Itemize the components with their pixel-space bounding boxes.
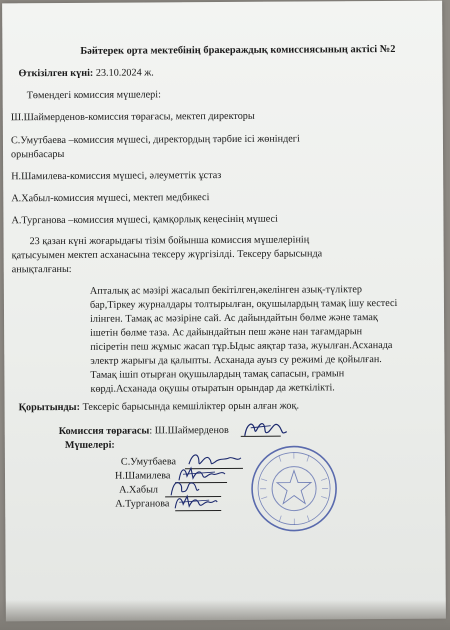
- findings-line-8: көрді.Асханада оқушы отыратын орындар да жеткілікті.: [90, 382, 335, 395]
- chair-signature: [241, 414, 291, 444]
- member-line-4: А.Хабыл-комиссия мүшесі, мектеп медбикесі: [11, 192, 210, 205]
- signer-4: А.Турганова: [115, 498, 170, 510]
- document-title: Бәйтерек орта мектебінің бракераждық комиссиясының актісі №2: [80, 43, 396, 57]
- signer-4-signature: [171, 490, 221, 512]
- chair-row: [59, 424, 229, 439]
- chair-name: : Ш.Шаймерденов: [149, 424, 229, 437]
- date-label: Өткізілген күні:: [18, 67, 94, 80]
- intro-line-1: 23 қазан күні жоғарыдағы тізім бойынша комиссия мүшелерінің: [29, 234, 310, 248]
- document-sheet: [2, 1, 446, 622]
- findings-line-6: электр жарығы да қалыпты. Асханада ауыз су режимі де қойылған.: [90, 354, 382, 367]
- member-line-3: Н.Шамилева-комиссия мүшесі, әлеуметтік ұстаз: [11, 170, 222, 183]
- members-label: Мүшелері:: [64, 439, 115, 451]
- findings-line-2: бар,Тіркеу журналдары толтырылған, оқушылардың тамақ ішу кестесі: [89, 297, 398, 311]
- member-line-1: Ш.Шаймерденов-комиссия төрағасы, мектеп директоры: [10, 110, 255, 124]
- intro-line-2: қатысуымен мектеп асханасына тексеру жүргізілді. Тексеру барысында: [11, 248, 323, 262]
- official-stamp: [249, 443, 340, 534]
- findings-line-4: ішетін бөлме таза. Ас дайындайтын пеш және нан тағамдарын: [90, 326, 363, 339]
- signer-1: С.Умутбаева: [120, 456, 177, 468]
- conclusion-label: Қорытынды:: [18, 401, 81, 414]
- findings-line-5: пісіретін пеш жұмыс жасап тұр.Ыдыс аяқтар таза, жуылған.Асханада: [90, 339, 393, 353]
- conclusion-text: Тексеріс барысында кемшіліктер орын алған жоқ.: [79, 400, 300, 413]
- date-value: 23.10.2024 ж.: [93, 67, 154, 79]
- member-line-5: А.Турганова –комиссия мүшесі, қамқорлық кеңесінің мүшесі: [11, 213, 278, 227]
- chair-label: Комиссия төрағасы: [58, 425, 150, 438]
- signer-2: Н.Шамилева: [114, 470, 171, 482]
- table-surface: [0, 600, 450, 630]
- date-row: [19, 66, 154, 81]
- intro-line-3: анықталғаны:: [11, 263, 72, 276]
- member-line-2-cont: орынбасары: [11, 148, 65, 161]
- signer-3: А.Хабыл: [119, 484, 159, 496]
- member-line-2: С.Умутбаева –комиссия мүшесі, директордың тәрбие ісі жөніндегі: [10, 133, 300, 147]
- findings-line-3: ілінген. Тамақ ас мәзіріне сай. Ас дайындайтын бөлме және тамақ: [90, 312, 378, 325]
- members-intro: Төмендегі комиссия мүшелері:: [26, 89, 161, 102]
- findings-line-1: Апталық ас мәзірі жасалып бекітілген,әкелінген азық-түліктер: [89, 284, 362, 297]
- findings-line-7: Тамақ ішіп отырған оқушылардың тамақ сапасын, грамын: [90, 368, 345, 381]
